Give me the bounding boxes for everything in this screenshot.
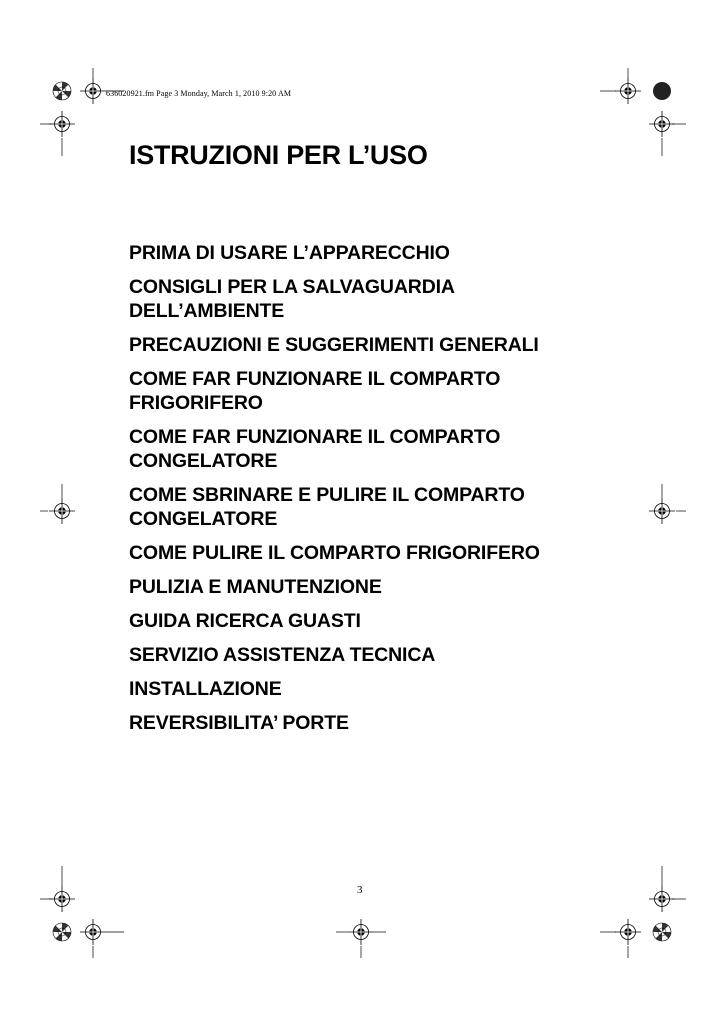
toc-item-line: COME SBRINARE E PULIRE IL COMPARTO xyxy=(129,484,525,506)
toc-item-line: SERVIZIO ASSISTENZA TECNICA xyxy=(129,644,436,666)
registration-target-top-right-side xyxy=(649,111,675,137)
toc-item xyxy=(129,643,599,667)
toc-item xyxy=(129,367,599,415)
toc-item xyxy=(129,711,599,735)
toc-item xyxy=(129,677,599,701)
registration-target-bottom-left xyxy=(80,919,106,945)
toc-item xyxy=(129,483,599,531)
color-wheel-top-left xyxy=(53,82,71,100)
registration-target-top-left-side xyxy=(49,111,75,137)
toc-item-line: CONGELATORE xyxy=(129,450,278,472)
toc-item-line: COME FAR FUNZIONARE IL COMPARTO xyxy=(129,426,501,448)
toc-item-line: PRECAUZIONI E SUGGERIMENTI GENERALI xyxy=(129,334,539,356)
registration-target-middle-right xyxy=(649,498,675,524)
toc-item-line: COME PULIRE IL COMPARTO FRIGORIFERO xyxy=(129,542,540,564)
registration-target-bottom-center xyxy=(348,919,374,945)
toc-item xyxy=(129,425,599,473)
toc-item-line: PRIMA DI USARE L’APPARECCHIO xyxy=(129,242,450,264)
toc-item-line: CONGELATORE xyxy=(129,508,278,530)
toc-item-line: REVERSIBILITA’ PORTE xyxy=(129,712,349,734)
toc-item xyxy=(129,333,599,357)
table-of-contents xyxy=(129,241,599,735)
toc-item-line: CONSIGLI PER LA SALVAGUARDIA xyxy=(129,276,455,298)
registration-target-top-right xyxy=(615,78,641,104)
color-wheel-top-right xyxy=(653,82,671,100)
toc-item-line: INSTALLAZIONE xyxy=(129,678,282,700)
toc-item xyxy=(129,241,599,265)
registration-target-top-left xyxy=(80,78,106,104)
color-wheel-bottom-right xyxy=(653,923,671,941)
registration-target-middle-left xyxy=(49,498,75,524)
toc-item-line: COME FAR FUNZIONARE IL COMPARTO xyxy=(129,368,501,390)
toc-item xyxy=(129,575,599,599)
toc-item-line: PULIZIA E MANUTENZIONE xyxy=(129,576,382,598)
toc-item-line: GUIDA RICERCA GUASTI xyxy=(129,610,361,632)
toc-item xyxy=(129,275,599,323)
toc-item-line: FRIGORIFERO xyxy=(129,392,263,414)
file-info-header: 636020921.fm Page 3 Monday, March 1, 2010 9:20 AM xyxy=(106,89,292,98)
page-number: 3 xyxy=(357,884,363,896)
registration-target-bottom-right-side xyxy=(649,886,675,912)
toc-item xyxy=(129,609,599,633)
color-wheel-bottom-left xyxy=(53,923,71,941)
page-title: ISTRUZIONI PER L’USO xyxy=(129,140,428,170)
toc-item xyxy=(129,541,599,565)
toc-item-line: DELL’AMBIENTE xyxy=(129,300,285,322)
registration-target-bottom-right xyxy=(615,919,641,945)
registration-target-bottom-left-side xyxy=(49,886,75,912)
